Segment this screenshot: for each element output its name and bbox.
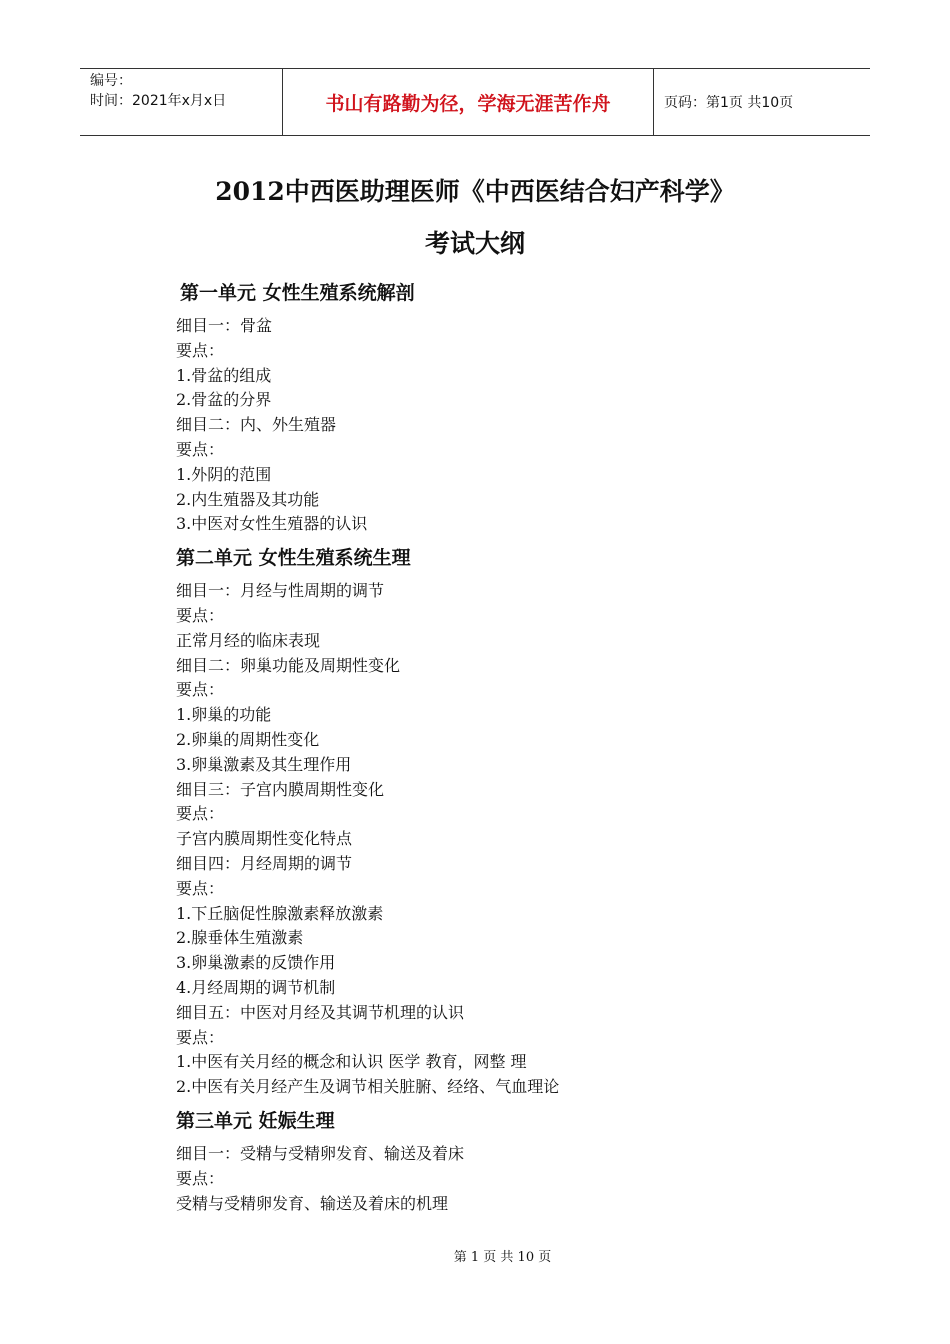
list-item: 1.卵巢的功能 <box>176 705 272 725</box>
document-body <box>176 278 856 1222</box>
list-item: 细目一：月经与性周期的调节 <box>176 581 385 601</box>
list-item: 细目一：骨盆 <box>176 316 273 335</box>
list-item: 要点： <box>176 1027 225 1047</box>
list-item: 要点： <box>176 804 225 824</box>
header-number-label: 编号： <box>90 73 132 89</box>
list-item: 细目四：月经周期的调节 <box>176 853 353 873</box>
list-item: 要点： <box>176 680 225 700</box>
list-item: 细目二：卵巢功能及周期性变化 <box>176 655 401 675</box>
list-item: 3.卵巢激素的反馈作用 <box>176 953 336 973</box>
unit-lines <box>176 314 856 537</box>
header-motto: 书山有路勤为径，学海无涯苦作舟 <box>325 92 611 115</box>
header-meta-cell <box>80 69 282 135</box>
list-item: 1.骨盆的组成 <box>176 365 272 385</box>
unit-heading: 第一单元 女性生殖系统解剖 <box>180 282 415 304</box>
list-item: 要点： <box>176 439 225 459</box>
document-title-line2: 考试大纲 <box>424 229 525 258</box>
list-item: 2.中医有关月经产生及调节相关脏腑、经络、气血理论 <box>176 1077 560 1097</box>
list-item: 要点： <box>176 878 225 898</box>
header-motto-cell <box>282 69 654 135</box>
list-item: 2.骨盆的分界 <box>176 390 272 410</box>
unit-lines <box>176 1142 856 1216</box>
list-item: 子宫内膜周期性变化特点 <box>176 829 353 849</box>
list-item: 4.月经周期的调节机制 <box>176 977 336 997</box>
list-item: 细目二：内、外生殖器 <box>176 415 337 435</box>
list-item: 2.内生殖器及其功能 <box>176 489 320 509</box>
list-item: 细目三：子宫内膜周期性变化 <box>176 779 385 799</box>
list-item: 3.中医对女性生殖器的认识 <box>176 514 368 534</box>
unit-heading: 第三单元 妊娠生理 <box>176 1109 335 1132</box>
list-item: 2.卵巢的周期性变化 <box>176 729 320 749</box>
list-item: 要点： <box>176 605 225 625</box>
list-item: 受精与受精卵发育、输送及着床的机理 <box>176 1193 449 1213</box>
unit-lines <box>176 579 856 1100</box>
list-item: 细目五：中医对月经及其调节机理的认识 <box>176 1002 465 1022</box>
list-item: 2.腺垂体生殖激素 <box>176 928 304 948</box>
list-item: 3.卵巢激素及其生理作用 <box>176 754 352 774</box>
header-time-label: 时间：2021年x月x日 <box>90 93 227 109</box>
list-item: 1.下丘脑促性腺激素释放激素 <box>176 903 384 923</box>
header-page-cell <box>654 69 870 135</box>
list-item: 要点： <box>176 340 225 360</box>
document-header-table <box>80 68 870 136</box>
list-item: 细目一：受精与受精卵发育、输送及着床 <box>176 1143 465 1163</box>
page-footer: 第 1 页 共 10 页 <box>453 1250 552 1265</box>
document-title-line1: 2012中西医助理医师《中西医结合妇产科学》 <box>215 177 735 206</box>
header-page-info: 页码：第1页 共10页 <box>664 95 794 111</box>
list-item: 1.中医有关月经的概念和认识 医学 教育，网整 理 <box>176 1052 527 1072</box>
unit-heading: 第二单元 女性生殖系统生理 <box>176 547 411 570</box>
list-item: 正常月经的临床表现 <box>176 630 321 650</box>
list-item: 1.外阴的范围 <box>176 464 272 484</box>
list-item: 要点： <box>176 1168 225 1188</box>
